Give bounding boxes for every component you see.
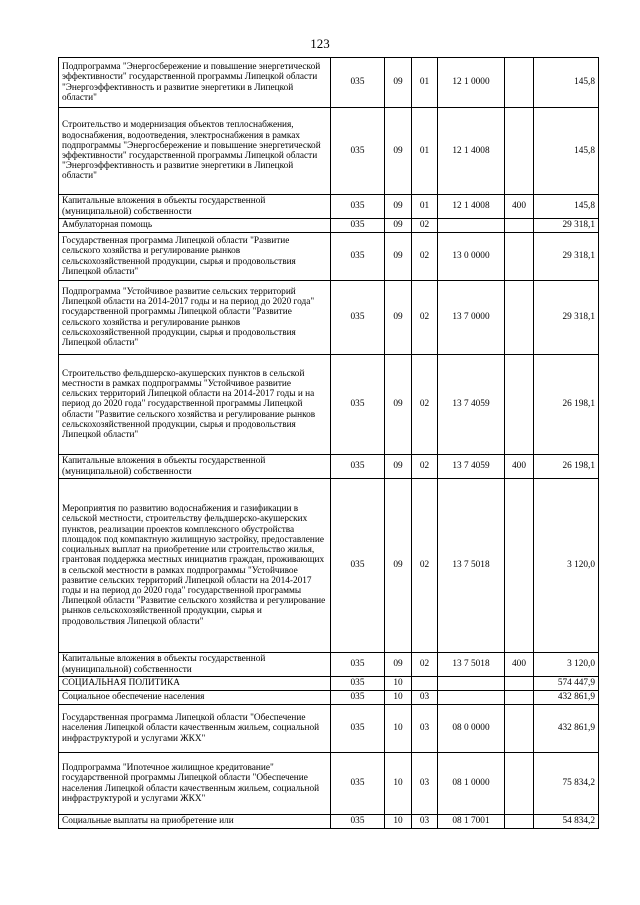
expense-type-cell (505, 479, 534, 653)
target-article-cell: 12 1 0000 (438, 58, 505, 108)
amount-cell: 75 834,2 (534, 753, 599, 815)
row-name-cell: Государственная программа Липецкой области "Обеспечение населения Липецкой области качественным жильем, социальной инфраструктурой и услугами ЖКХ" (59, 705, 331, 753)
table-row (59, 815, 599, 829)
amount-cell: 432 861,9 (534, 691, 599, 705)
target-article-cell: 08 0 0000 (438, 705, 505, 753)
table-row (59, 653, 599, 677)
row-name-cell: Подпрограмма "Ипотечное жилищное кредитование" государственной программы Липецкой области "Обеспечение населения Липецкой области качественным жильем, социальной инфраструктурой и услугами ЖКХ" (59, 753, 331, 815)
amount-cell: 29 318,1 (534, 233, 599, 281)
row-name-cell: Подпрограмма "Энергосбережение и повышение энергетической эффективности" государственной программы Липецкой области "Энергоэффективность и развитие энергетики в Липецкой области" (59, 58, 331, 108)
amount-cell: 29 318,1 (534, 281, 599, 355)
table-row (59, 355, 599, 455)
subsection-code-cell: 02 (412, 281, 438, 355)
table-row (59, 281, 599, 355)
expense-type-cell (505, 815, 534, 829)
expense-type-cell (505, 705, 534, 753)
target-article-cell: 13 0 0000 (438, 233, 505, 281)
row-name-cell: Государственная программа Липецкой области "Развитие сельского хозяйства и регулирование рынков сельскохозяйственной продукции, сырья и продовольствия Липецкой области" (59, 233, 331, 281)
ministry-code-cell: 035 (331, 58, 385, 108)
target-article-cell: 12 1 4008 (438, 108, 505, 195)
amount-cell: 54 834,2 (534, 815, 599, 829)
amount-cell: 145,8 (534, 58, 599, 108)
table-row (59, 58, 599, 108)
subsection-code-cell: 01 (412, 108, 438, 195)
amount-cell: 145,8 (534, 195, 599, 219)
ministry-code-cell: 035 (331, 753, 385, 815)
row-name-cell: Амбулаторная помощь (59, 219, 331, 233)
budget-table (58, 57, 599, 829)
section-code-cell: 09 (385, 479, 412, 653)
section-code-cell: 09 (385, 233, 412, 281)
section-code-cell: 09 (385, 355, 412, 455)
expense-type-cell (505, 219, 534, 233)
table-row (59, 691, 599, 705)
page-number: 123 (310, 36, 330, 51)
expense-type-cell: 400 (505, 653, 534, 677)
target-article-cell: 13 7 5018 (438, 653, 505, 677)
expense-type-cell (505, 281, 534, 355)
subsection-code-cell: 02 (412, 355, 438, 455)
target-article-cell: 13 7 4059 (438, 455, 505, 479)
row-name-cell: Строительство фельдшерско-акушерских пунктов в сельской местности в рамках подпрограммы "Устойчивое развитие сельских территорий Липецкой области на 2014-2017 годы и на период до 2020 года" государственной программы Липецкой области "Развитие сельского хозяйства и регулирование рынков сельскохозяйственной продукции, сырья и продовольствия Липецкой области" (59, 355, 331, 455)
target-article-cell: 12 1 4008 (438, 195, 505, 219)
target-article-cell (438, 219, 505, 233)
table-row (59, 455, 599, 479)
target-article-cell: 08 1 7001 (438, 815, 505, 829)
table-row (59, 479, 599, 653)
table-row (59, 233, 599, 281)
table-row (59, 108, 599, 195)
section-code-cell: 09 (385, 108, 412, 195)
ministry-code-cell: 035 (331, 355, 385, 455)
amount-cell: 145,8 (534, 108, 599, 195)
expense-type-cell: 400 (505, 455, 534, 479)
subsection-code-cell: 03 (412, 753, 438, 815)
expense-type-cell (505, 233, 534, 281)
row-name-cell: Капитальные вложения в объекты государственной (муниципальной) собственности (59, 653, 331, 677)
ministry-code-cell: 035 (331, 653, 385, 677)
subsection-code-cell: 02 (412, 233, 438, 281)
subsection-code-cell (412, 677, 438, 691)
subsection-code-cell: 02 (412, 653, 438, 677)
expense-type-cell (505, 108, 534, 195)
subsection-code-cell: 03 (412, 691, 438, 705)
ministry-code-cell: 035 (331, 705, 385, 753)
table-row (59, 195, 599, 219)
amount-cell: 26 198,1 (534, 355, 599, 455)
target-article-cell: 13 7 0000 (438, 281, 505, 355)
ministry-code-cell: 035 (331, 108, 385, 195)
ministry-code-cell: 035 (331, 219, 385, 233)
section-code-cell: 10 (385, 753, 412, 815)
row-name-cell: Строительство и модернизация объектов теплоснабжения, водоснабжения, водоотведения, электроснабжения в рамках подпрограммы "Энергосбережение и повышение энергетической эффективности" государственной программы Липецкой области "Энергоэффективность и развитие энергетики в Липецкой области" (59, 108, 331, 195)
amount-cell: 29 318,1 (534, 219, 599, 233)
ministry-code-cell: 035 (331, 455, 385, 479)
table-row (59, 753, 599, 815)
row-name-cell: Мероприятия по развитию водоснабжения и газификации в сельской местности, строительству фельдшерско-акушерских пунктов, реализации проектов комплексного обустройства площадок под компактную жилищную застройку, предоставление социальных выплат на приобретение или строительство жилья, грантовая поддержка местных инициатив граждан, проживающих в сельской местности в рамках подпрограммы "Устойчивое развитие сельских территорий Липецкой области на 2014-2017 годы и на период до 2020 года" государственной программы Липецкой области "Развитие сельского хозяйства и регулирование рынков сельскохозяйственной продукции, сырья и продовольствия Липецкой области" (59, 479, 331, 653)
amount-cell: 3 120,0 (534, 479, 599, 653)
ministry-code-cell: 035 (331, 195, 385, 219)
subsection-code-cell: 03 (412, 815, 438, 829)
target-article-cell: 13 7 5018 (438, 479, 505, 653)
expense-type-cell (505, 355, 534, 455)
row-name-cell: Социальные выплаты на приобретение или (59, 815, 331, 829)
ministry-code-cell: 035 (331, 233, 385, 281)
expense-type-cell (505, 677, 534, 691)
amount-cell: 26 198,1 (534, 455, 599, 479)
table-row (59, 219, 599, 233)
target-article-cell (438, 677, 505, 691)
ministry-code-cell: 035 (331, 479, 385, 653)
expense-type-cell (505, 691, 534, 705)
section-code-cell: 10 (385, 815, 412, 829)
section-code-cell: 10 (385, 705, 412, 753)
section-code-cell: 09 (385, 455, 412, 479)
subsection-code-cell: 02 (412, 219, 438, 233)
section-code-cell: 10 (385, 677, 412, 691)
target-article-cell: 08 1 0000 (438, 753, 505, 815)
amount-cell: 3 120,0 (534, 653, 599, 677)
row-name-cell: Капитальные вложения в объекты государственной (муниципальной) собственности (59, 195, 331, 219)
subsection-code-cell: 02 (412, 479, 438, 653)
row-name-cell: Капитальные вложения в объекты государственной (муниципальной) собственности (59, 455, 331, 479)
row-name-cell: СОЦИАЛЬНАЯ ПОЛИТИКА (59, 677, 331, 691)
section-code-cell: 09 (385, 219, 412, 233)
subsection-code-cell: 01 (412, 195, 438, 219)
section-code-cell: 09 (385, 58, 412, 108)
section-code-cell: 09 (385, 653, 412, 677)
section-code-cell: 09 (385, 195, 412, 219)
expense-type-cell (505, 753, 534, 815)
table-row (59, 677, 599, 691)
subsection-code-cell: 02 (412, 455, 438, 479)
row-name-cell: Социальное обеспечение населения (59, 691, 331, 705)
target-article-cell: 13 7 4059 (438, 355, 505, 455)
row-name-cell: Подпрограмма "Устойчивое развитие сельских территорий Липецкой области на 2014-2017 годы и на период до 2020 года" государственной программы Липецкой области "Развитие сельского хозяйства и регулирование рынков сельскохозяйственной продукции, сырья и продовольствия Липецкой области" (59, 281, 331, 355)
subsection-code-cell: 03 (412, 705, 438, 753)
ministry-code-cell: 035 (331, 281, 385, 355)
target-article-cell (438, 691, 505, 705)
amount-cell: 574 447,9 (534, 677, 599, 691)
ministry-code-cell: 035 (331, 691, 385, 705)
amount-cell: 432 861,9 (534, 705, 599, 753)
ministry-code-cell: 035 (331, 677, 385, 691)
table-row (59, 705, 599, 753)
section-code-cell: 10 (385, 691, 412, 705)
expense-type-cell: 400 (505, 195, 534, 219)
expense-type-cell (505, 58, 534, 108)
subsection-code-cell: 01 (412, 58, 438, 108)
section-code-cell: 09 (385, 281, 412, 355)
ministry-code-cell: 035 (331, 815, 385, 829)
